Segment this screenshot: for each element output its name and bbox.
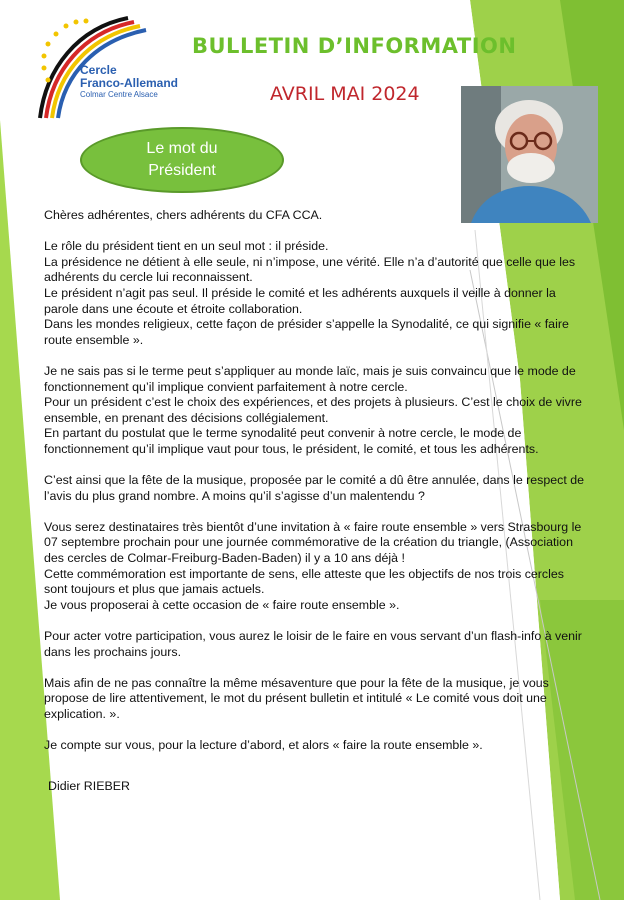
letter-p2-line3: En partant du postulat que le terme synodalité peut convenir à notre cercle, le mode de fonctionnement qu’il implique vaut pour tous, le président, le comité, et tous les adhérents. [44, 426, 539, 456]
letter-p4-line2: Cette commémoration est importante de sens, elle atteste que les objectifs de nos trois cercles sont toujours et plus que jamais actuels. [44, 566, 564, 597]
star-icon [46, 78, 51, 83]
star-icon [84, 19, 89, 24]
logo-name-line2: Franco-Allemand [80, 76, 179, 90]
star-icon [42, 54, 47, 59]
bulletin-title: BULLETIN D’INFORMATION [192, 34, 517, 58]
letter-p7: Je compte sur vous, pour la lecture d’abord, et alors « faire la route ensemble ». [44, 738, 483, 753]
logo-name-line3: Colmar Centre Alsace [80, 90, 158, 99]
star-icon [64, 24, 69, 29]
president-badge-line1: Le mot du [146, 140, 218, 157]
president-badge [80, 127, 284, 193]
letter-p4-line3: Je vous proposerai à cette occasion de « faire route ensemble ». [44, 597, 400, 612]
president-letter [44, 208, 584, 795]
logo-text [80, 64, 178, 99]
portrait-beard [507, 153, 555, 183]
portrait-illustration [461, 86, 598, 223]
letter-p1-line4: Dans les mondes religieux, cette façon de présider s’appelle la Synodalité, ce qui signifie « faire route ensemble ». [44, 317, 569, 347]
president-badge-line2: Président [148, 162, 216, 179]
letter-greeting: Chères adhérentes, chers adhérents du CFA CCA. [44, 208, 323, 222]
star-icon [74, 20, 79, 25]
letter-p6: Mais afin de ne pas connaître la même mésaventure que pour la fête de la musique, je vous propose de lire attentivement, le mot du présent bulletin et intitulé « Le comité vous doit une explication. ». [44, 675, 549, 721]
letter-signature: Didier RIEBER [48, 779, 130, 794]
letter-p4-line1: Vous serez destinataires très bientôt d’une invitation à « faire route ensemble » vers Strasbourg le 07 septembre prochain pour une journée commémorative de la création du triangle, (Association des cercles de Colmar-Freiburg-Baden-Baden) il y a 10 ans déjà ! [44, 519, 582, 566]
letter-p1-line3: Le président n’agit pas seul. Il préside le comité et les adhérents auxquels il veille à donner la parole dans une écoute et étroite collaboration. [44, 285, 556, 316]
letter-p2-line1: Je ne sais pas si le terme peut s’appliquer au monde laïc, mais je suis convaincu que le mode de fonctionnement qu’il implique convient parfaitement à notre cercle. [44, 363, 576, 394]
letter-p1-line2: La présidence ne détient à elle seule, ni n’impose, une vérité. Elle n’a d’autorité que celle que les adhérents du cercle lui reconnaissent. [44, 254, 576, 285]
star-icon [54, 32, 59, 37]
letter-p5: Pour acter votre participation, vous aurez le loisir de le faire en vous servant d’un flash-info à venir dans les prochains jours. [44, 629, 582, 659]
letter-p1-line1: Le rôle du président tient en un seul mot : il préside. [44, 239, 329, 254]
letter-p2-line2: Pour un président c’est le choix des expériences, et des projets à plusieurs. C’est le choix de vivre ensemble, en prenant des décisions collégialement. [44, 395, 582, 425]
club-logo [18, 8, 178, 124]
star-icon [46, 42, 51, 47]
star-icon [42, 66, 47, 71]
logo-name-line1: Cercle [80, 63, 117, 77]
president-photo [461, 86, 598, 223]
letter-p3: C’est ainsi que la fête de la musique, proposée par le comité a dû être annulée, dans le respect de l’avis du plus grand nombre. A moins qu’il s’agisse d’un malentendu ? [44, 473, 585, 503]
bulletin-date: AVRIL MAI 2024 [270, 83, 420, 105]
